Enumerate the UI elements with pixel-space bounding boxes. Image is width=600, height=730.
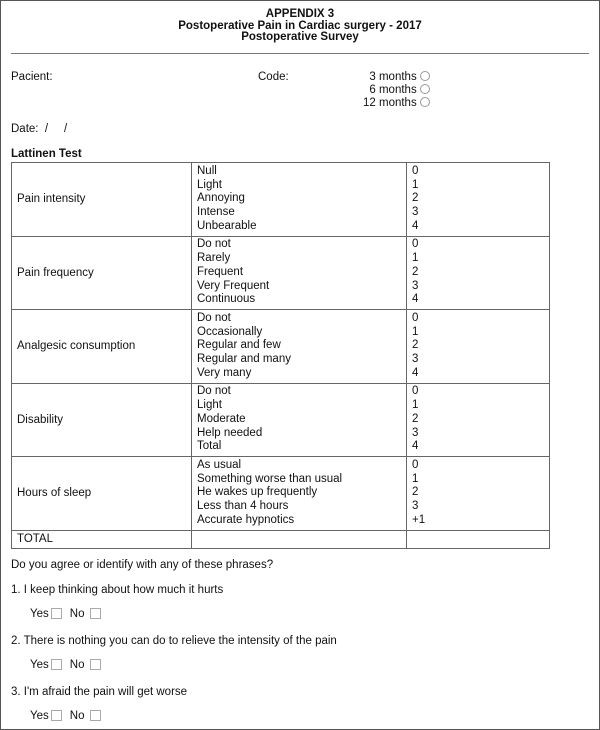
options-cell [192, 163, 407, 237]
phrase-item: 1. I keep thinking about how much it hurts [11, 584, 224, 596]
option-label: Unbearable [197, 219, 257, 232]
option-label: He wakes up frequently [197, 486, 318, 499]
score-value: 0 [412, 238, 419, 251]
score-value: 4 [412, 219, 419, 232]
score-value: 4 [412, 440, 419, 453]
no-label: No [69, 608, 85, 620]
lattinen-table [11, 162, 550, 549]
score-value: 1 [412, 325, 419, 338]
score-value: 1 [412, 178, 419, 191]
category-label: Pain intensity [12, 163, 192, 237]
category-label: Pain frequency [12, 236, 192, 310]
study-title: Postoperative Pain in Cardiac surgery - 2017 [178, 19, 422, 32]
yes-label: Yes [30, 659, 49, 671]
score-value: 3 [412, 279, 419, 292]
yes-label: Yes [30, 710, 49, 722]
radio-icon[interactable] [420, 97, 430, 107]
option-label: As usual [197, 458, 242, 471]
yes-no-choice [30, 608, 101, 620]
patient-label: Pacient: [11, 71, 53, 83]
options-cell [192, 383, 407, 457]
score-value: 0 [412, 164, 419, 177]
total-label: TOTAL [12, 530, 192, 548]
score-value: 4 [412, 293, 419, 306]
period-3-months[interactable]: 3 months [363, 71, 430, 84]
option-label: Occasionally [197, 325, 263, 338]
yes-no-choice [30, 659, 101, 671]
radio-icon[interactable] [420, 84, 430, 94]
option-label: Light [197, 399, 222, 412]
option-label: Accurate hypnotics [197, 513, 295, 526]
score-value: 2 [412, 265, 419, 278]
option-label: Annoying [197, 192, 245, 205]
yes-checkbox[interactable] [51, 608, 62, 619]
appendix-title: APPENDIX 3 [265, 8, 335, 20]
option-label: Do not [197, 385, 231, 398]
option-label: Rarely [197, 252, 231, 265]
document-header [0, 9, 600, 44]
category-label: Analgesic consumption [12, 310, 192, 384]
code-label: Code: [258, 71, 289, 83]
option-label: Null [197, 164, 217, 177]
yes-label: Yes [30, 608, 49, 620]
score-value: 1 [412, 252, 419, 265]
yes-no-choice [30, 710, 101, 722]
option-label: Light [197, 178, 222, 191]
radio-icon[interactable] [420, 71, 430, 81]
score-value: 1 [412, 399, 419, 412]
phrase-item: 3. I'm afraid the pain will get worse [11, 686, 188, 698]
table-row [12, 457, 550, 531]
option-label: Intense [197, 206, 235, 219]
scores-cell [407, 310, 550, 384]
score-value: 3 [412, 500, 419, 513]
table-row [12, 310, 550, 384]
score-value: 2 [412, 192, 419, 205]
test-title: Lattinen Test [11, 148, 82, 160]
score-value: +1 [412, 513, 426, 526]
score-value: 2 [412, 339, 419, 352]
no-checkbox[interactable] [90, 710, 101, 721]
option-label: Something worse than usual [197, 472, 343, 485]
score-value: 1 [412, 472, 419, 485]
no-checkbox[interactable] [90, 659, 101, 670]
total-score-cell[interactable] [407, 530, 550, 548]
date-field: Date: / / [11, 123, 68, 135]
table-row [12, 163, 550, 237]
category-label: Hours of sleep [12, 457, 192, 531]
score-value: 4 [412, 366, 419, 379]
scores-cell [407, 383, 550, 457]
score-value: 0 [412, 385, 419, 398]
score-value: 3 [412, 206, 419, 219]
table-row [12, 383, 550, 457]
option-label: Moderate [197, 412, 246, 425]
option-label: Frequent [197, 265, 244, 278]
yes-checkbox[interactable] [51, 659, 62, 670]
scores-cell [407, 457, 550, 531]
total-options-cell[interactable] [192, 530, 407, 548]
score-value: 3 [412, 353, 419, 366]
phrase-item: 2. There is nothing you can do to relieve the intensity of the pain [11, 635, 337, 647]
score-value: 2 [412, 486, 419, 499]
option-label: Less than 4 hours [197, 500, 289, 513]
options-cell [192, 457, 407, 531]
survey-title: Postoperative Survey [241, 31, 359, 43]
category-label: Disability [12, 383, 192, 457]
period-options [363, 71, 430, 110]
no-label: No [69, 710, 85, 722]
option-label: Continuous [197, 293, 256, 306]
table-row [12, 236, 550, 310]
phrases-question: Do you agree or identify with any of these phrases? [11, 559, 274, 571]
score-value: 0 [412, 458, 419, 471]
no-checkbox[interactable] [90, 608, 101, 619]
options-cell [192, 310, 407, 384]
option-label: Do not [197, 311, 231, 324]
option-label: Help needed [197, 426, 263, 439]
yes-checkbox[interactable] [51, 710, 62, 721]
options-cell [192, 236, 407, 310]
option-label: Regular and many [197, 353, 291, 366]
option-label: Regular and few [197, 339, 281, 352]
scores-cell [407, 163, 550, 237]
score-value: 2 [412, 412, 419, 425]
option-label: Very many [197, 366, 252, 379]
period-6-months[interactable]: 6 months [363, 84, 430, 97]
option-label: Do not [197, 238, 231, 251]
option-label: Very Frequent [197, 279, 270, 292]
period-12-months[interactable]: 12 months [363, 97, 430, 110]
score-value: 0 [412, 311, 419, 324]
option-label: Total [197, 440, 222, 453]
no-label: No [69, 659, 85, 671]
scores-cell [407, 236, 550, 310]
score-value: 3 [412, 426, 419, 439]
header-divider [11, 53, 589, 54]
total-row [12, 530, 550, 548]
